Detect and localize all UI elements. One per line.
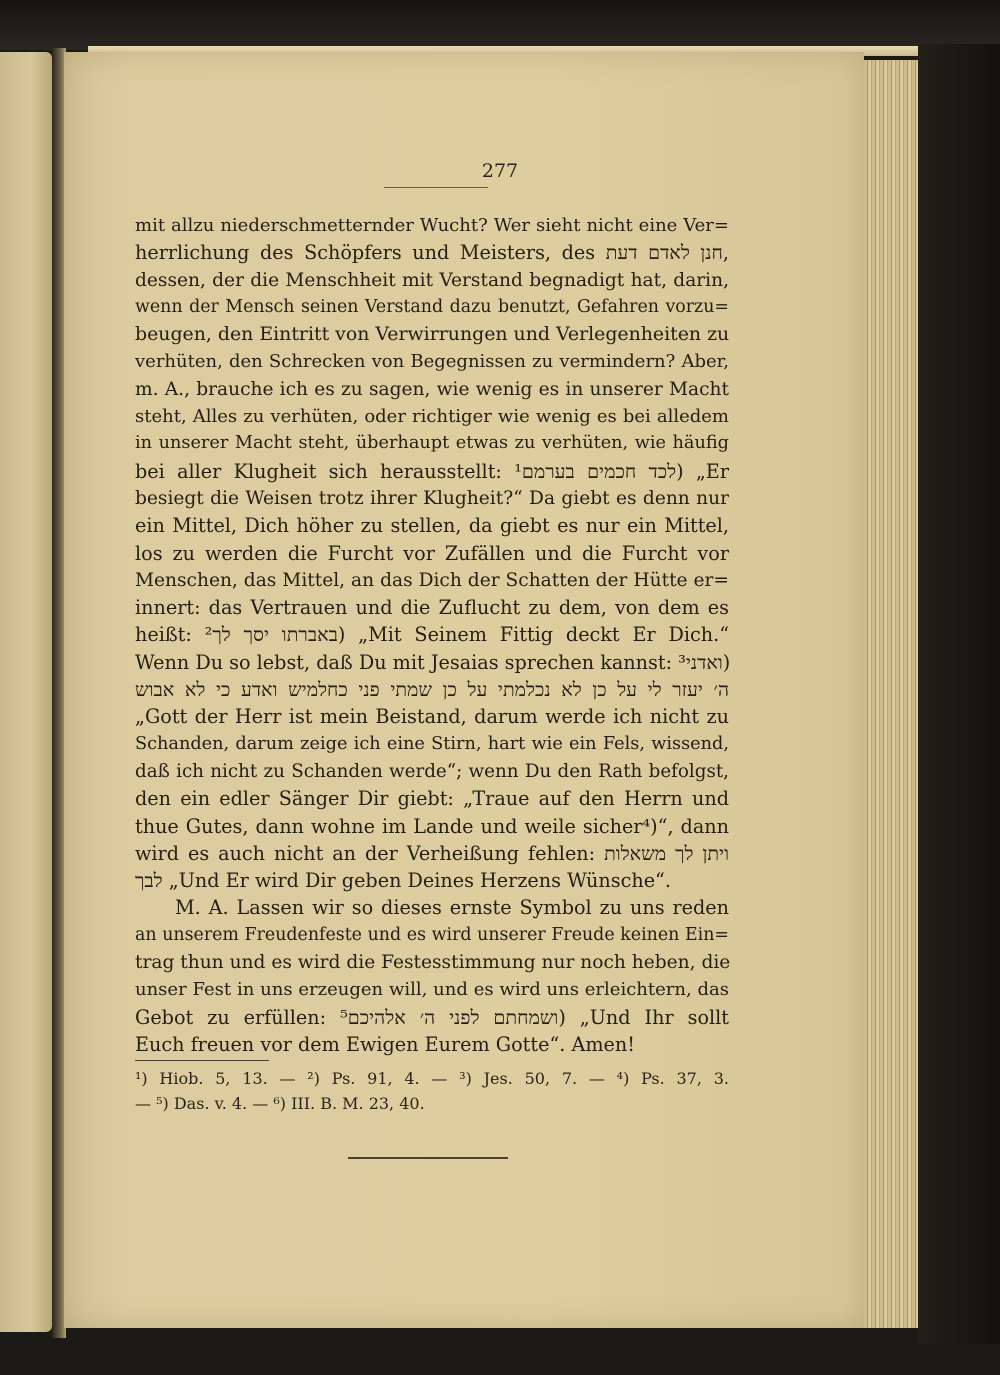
body-line: mit allzu niederschmetternder Wucht? Wer sieht nicht eine Ver= <box>135 215 729 236</box>
body-line: heißt: באברתו יסך לך²) „Mit Seinem Fittig deckt Er Dich.“ <box>135 623 730 647</box>
body-line: los zu werden die Furcht vor Zufällen und die Furcht vor <box>135 541 729 565</box>
body-line: לבך „Und Er wird Dir geben Deines Herzens Wünsche“. <box>135 869 671 893</box>
body-text <box>135 212 729 1058</box>
footnotes <box>135 1066 729 1116</box>
end-rule <box>348 1157 508 1159</box>
page-number-rule <box>384 187 488 188</box>
book-cover-top <box>0 0 1000 50</box>
body-line: M. A. Lassen wir so dieses ernste Symbol zu uns reden <box>175 896 729 920</box>
body-line: Schanden, darum zeige ich eine Stirn, hart wie ein Fels, wissend, <box>135 733 729 754</box>
footnote-line: — ⁵) Das. v. 4. — ⁶) III. B. M. 23, 40. <box>135 1094 425 1113</box>
page-number: 277 <box>481 160 519 182</box>
body-line: Menschen, das Mittel, an das Dich der Schatten der Hütte er= <box>135 569 729 591</box>
body-line: trag thun und es wird die Festesstimmung nur noch heben, die <box>135 952 731 974</box>
body-line: herrlichung des Schöpfers und Meisters, des חנן לאדם דעת, <box>135 241 729 265</box>
body-line: ה׳ יעזר לי על כן לא נכלמתי על כן שמתי פני כחלמיש ואדע כי לא אבוש <box>135 678 729 702</box>
body-line: wird es auch nicht an der Verheißung fehlen: ויתן לך משאלות <box>135 841 729 865</box>
body-line: besiegt die Weisen trotz ihrer Klugheit?“ Da giebt es denn nur <box>135 487 729 509</box>
book-cover-right <box>918 44 1000 1344</box>
body-line: wenn der Mensch seinen Verstand dazu benutzt, Gefahren vorzu= <box>135 296 729 317</box>
body-line: innert: das Vertrauen und die Zuflucht zu dem, von dem es <box>135 596 729 620</box>
body-line: bei aller Klugheit sich herausstellt: לכד חכמים בערמם¹) „Er <box>135 459 729 483</box>
body-line: in unserer Macht steht, überhaupt etwas zu verhüten, wie häufig <box>135 433 729 454</box>
body-line: m. A., brauche ich es zu sagen, wie wenig es in unserer Macht <box>135 378 729 400</box>
body-line: „Gott der Herr ist mein Beistand, darum werde ich nicht zu <box>135 705 729 729</box>
body-line: thue Gutes, dann wohne im Lande und weile sicher⁴)“, dann <box>135 814 729 838</box>
footnote-rule <box>135 1060 269 1061</box>
body-line: Gebot zu erfüllen: ושמחתם לפני ה׳ אלהיכם⁵) „Und Ihr sollt <box>135 1005 730 1029</box>
body-line: beugen, den Eintritt von Verwirrungen und Verlegenheiten zu <box>135 323 730 346</box>
body-line: unser Fest in uns erzeugen will, und es wird uns erleichtern, das <box>135 979 729 1001</box>
body-line: dessen, der die Menschheit mit Verstand begnadigt hat, darin, <box>135 269 729 291</box>
body-line: Wenn Du so lebst, daß Du mit Jesaias sprechen kannst: ואדני³) <box>135 650 731 674</box>
body-line: verhüten, den Schrecken von Begegnissen zu vermindern? Aber, <box>135 351 729 373</box>
body-line: den ein edler Sänger Dir giebt: „Traue auf den Herrn und <box>135 787 729 811</box>
body-line: an unserem Freudenfeste und es wird unserer Freude keinen Ein= <box>135 924 729 945</box>
left-page-edge <box>0 52 52 1332</box>
body-line: steht, Alles zu verhüten, oder richtiger wie wenig es bei alledem <box>135 406 729 428</box>
body-line: daß ich nicht zu Schanden werde“; wenn Du den Rath befolgst, <box>135 760 729 782</box>
body-line: Euch freuen vor dem Ewigen Eurem Gotte“. Amen! <box>135 1032 635 1056</box>
body-line: ein Mittel, Dich höher zu stellen, da giebt es nur ein Mittel, <box>135 514 729 538</box>
footnote-line: ¹) Hiob. 5, 13. — ²) Ps. 91, 4. — ³) Jes. 50, 7. — ⁴) Ps. 37, 3. <box>135 1069 729 1088</box>
page-stack-edges <box>864 60 918 1328</box>
